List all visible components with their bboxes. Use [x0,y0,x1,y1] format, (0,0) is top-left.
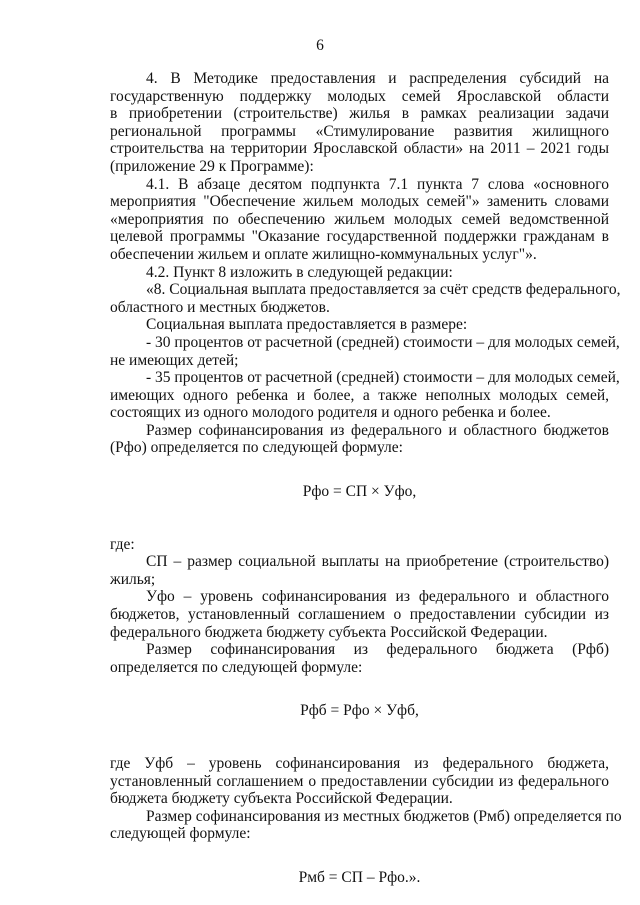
formula-rmb: Рмб = СП – Рфо.». [298,868,421,886]
text-line: 4.1. В абзаце десятом подпункта 7.1 пункта 7 слова «основного [146,175,609,193]
text-line: установленный соглашением о предоставлении субсидии из федерального [110,772,609,790]
text-line: целевой программы "Оказание государственной поддержки гражданам в [110,228,609,246]
text-line: Размер софинансирования из федерального и областного бюджетов [146,421,609,439]
text-line: имеющих одного ребенка и более, а также неполных молодых семей, [110,386,609,404]
text-line: областного и местных бюджетов. [110,298,330,316]
document-body [110,70,622,887]
text-line: «8. Социальная выплата предоставляется за счёт средств федерального, [146,281,621,299]
definition-ufb [110,755,609,808]
paragraph-rfo-intro [110,422,609,457]
text-line: - 30 процентов от расчетной (средней) стоимости – для молодых семей, [146,333,620,351]
paragraph-4 [110,70,609,176]
text-line: жилья; [110,570,156,588]
definition-sp [110,553,609,588]
text-line: строительства на территории Ярославской области» на 2011 – 2021 годы [110,140,609,158]
text-line: состоящих из одного молодого родителя и одного ребенка и более. [110,404,551,422]
text-line: Размер софинансирования из федерального бюджета (Рфб) [146,641,609,659]
text-line: где Уфб – уровень софинансирования из федерального бюджета, [110,755,609,772]
paragraph-8 [110,281,621,316]
text-line: бюджета бюджету субъекта Российской Федерации. [110,790,453,808]
text-line: 4. В Методике предоставления и распределения субсидий на [146,70,609,87]
list-item-30-percent [110,333,620,369]
text-line: в приобретении (строительстве) жилья в рамках реализации задачи [110,105,609,123]
list-item-35-percent [110,369,620,422]
page-number: 6 [316,37,324,54]
text-line: следующей формуле: [110,825,251,843]
text-line: - 35 процентов от расчетной (средней) стоимости – для молодых семей, [146,369,620,387]
text-line: Размер софинансирования из местных бюджетов (Рмб) определяется по [146,807,622,825]
paragraph-where [110,536,609,554]
text-line: федерального бюджета бюджету субъекта Российской Федерации. [110,623,548,641]
definition-ufo [110,588,609,641]
text-line: государственную поддержку молодых семей Ярославской области [110,87,609,105]
text-line: СП – размер социальной выплаты на приобретение (строительство) [146,553,609,571]
paragraph-payment-size [110,316,609,334]
text-line: (приложение 29 к Программе): [110,157,314,175]
text-line: «мероприятия по обеспечению жильем молодых семей ведомственной [110,210,609,228]
text-line: 4.2. Пункт 8 изложить в следующей редакции: [146,263,453,281]
text-line: Уфо – уровень софинансирования из федерального и областного [146,588,609,606]
text-line: бюджетов, установленный соглашением о предоставлении субсидии из [110,606,609,624]
text-line: Социальная выплата предоставляется в размере: [146,316,468,334]
paragraph-rfb-intro [110,641,609,676]
text-line: (Рфо) определяется по следующей формуле: [110,439,403,457]
formula-rfb: Рфб = Рфо × Уфб, [300,702,419,720]
formula-rfo: Рфо = СП × Уфо, [302,483,417,501]
text-line: обеспечении жильем и оплате жилищно-коммунальных услуг"». [110,245,537,263]
paragraph-4-1 [110,176,609,264]
text-line: региональной программы «Стимулирование развития жилищного [110,122,609,140]
text-line: не имеющих детей; [110,351,239,369]
text-line: мероприятия "Обеспечение жильем молодых семей"» заменить словами [110,193,609,211]
paragraph-4-2 [110,264,609,282]
text-line: определяется по следующей формуле: [110,658,363,676]
paragraph-rmb-intro [110,807,622,843]
text-line: где: [110,535,135,553]
